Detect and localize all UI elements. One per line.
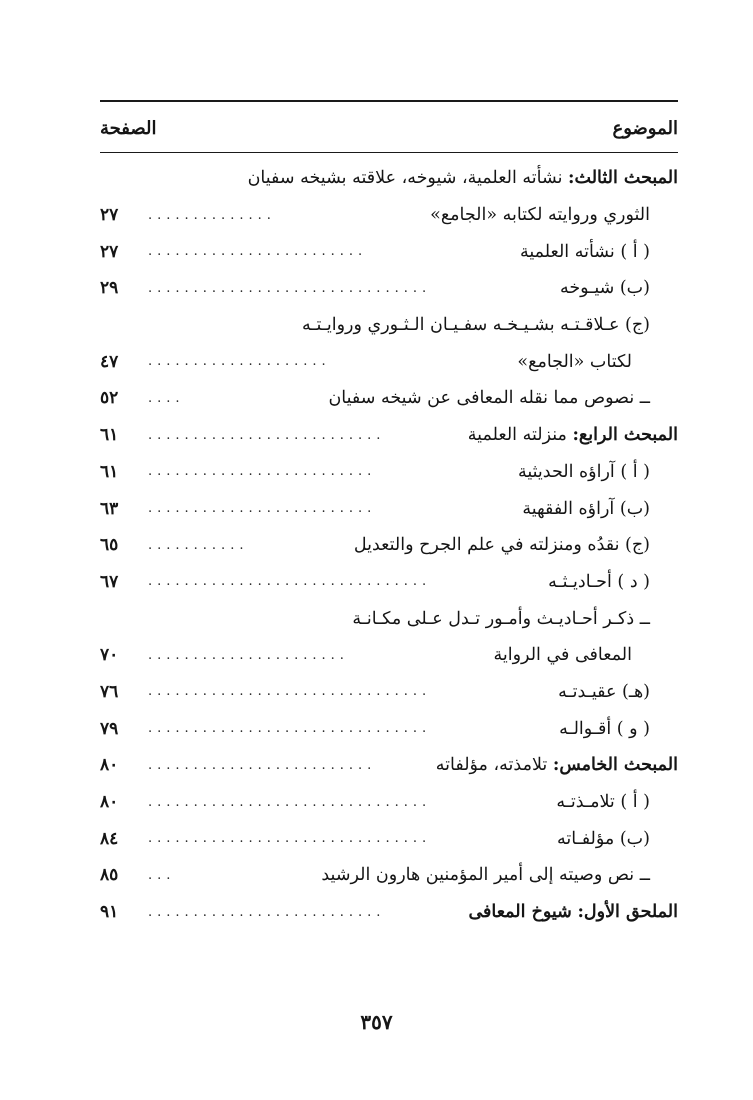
toc-entry [100, 490, 678, 527]
toc-leader-dots: ............................... [148, 831, 432, 847]
toc-entry [100, 233, 678, 270]
toc-leader-dots: .................... [148, 354, 331, 370]
toc-page-number: ٦١ [100, 425, 119, 446]
toc-page-number: ٨٥ [100, 865, 119, 886]
toc-entry-appendix-1 [100, 894, 678, 931]
table-of-contents [100, 160, 678, 930]
toc-page-number: ٨٠ [100, 755, 119, 776]
toc-page-number: ٨٠ [100, 792, 119, 813]
toc-header [100, 108, 678, 148]
toc-entry [100, 784, 678, 821]
toc-page-number: ٧٠ [100, 645, 119, 666]
toc-entry [100, 380, 678, 417]
toc-page-number: ٧٩ [100, 718, 119, 739]
toc-page-number: ٥٢ [100, 388, 119, 409]
toc-entry-text: ( و ) أقـوالـه [559, 718, 650, 739]
page-number-footer: ٣٥٧ [360, 1010, 393, 1034]
toc-entry [100, 820, 678, 857]
toc-entry-text: منزلته العلمية [467, 425, 567, 446]
toc-leader-dots: .......................... [148, 904, 386, 920]
toc-entry [100, 564, 678, 601]
toc-page-number: ٢٧ [100, 205, 119, 226]
toc-leader-dots: ............................... [148, 684, 432, 700]
toc-entry-text: تلامذته، مؤلفاته [435, 755, 548, 776]
toc-entry [100, 454, 678, 491]
toc-entry [100, 307, 678, 344]
toc-entry-text: (ب) مؤلفـاته [556, 828, 650, 849]
toc-entry-mabhath-5 [100, 747, 678, 784]
toc-section-head: الملحق الأول: [577, 902, 678, 923]
toc-leader-dots: ........................ [148, 244, 368, 260]
toc-leader-dots: ........... [148, 537, 249, 553]
toc-entry [100, 270, 678, 307]
toc-entry-text: شيوخ المعافى [468, 902, 572, 923]
toc-entry-mabhath-4 [100, 417, 678, 454]
toc-entry-text: (هـ) عقيـدتـه [558, 681, 650, 702]
toc-entry-text: ( أ ) آراؤه الحديثية [517, 461, 650, 482]
toc-section-head: المبحث الرابع: [572, 425, 678, 446]
toc-page-number: ٦٣ [100, 498, 119, 519]
toc-leader-dots: ...................... [148, 647, 349, 663]
toc-leader-dots: ............................... [148, 280, 432, 296]
header-top-rule [100, 100, 678, 102]
toc-page-number: ٨٤ [100, 828, 119, 849]
toc-entry-text: (ب) آراؤه الفقهية [522, 498, 650, 519]
toc-leader-dots: ......................... [148, 464, 377, 480]
toc-entry-text: ( أ ) نشأته العلمية [519, 241, 650, 262]
toc-leader-dots: .............. [148, 207, 276, 223]
toc-entry [100, 343, 678, 380]
header-page: الصفحة [100, 117, 157, 139]
toc-entry-text: (ج) عـلاقـتـه بشـيـخـه سفـيـان الـثـوري وروايـتـه [301, 315, 650, 336]
toc-entry [100, 527, 678, 564]
toc-entry-text: المعافى في الرواية [493, 645, 632, 666]
toc-entry-mabhath-3 [100, 160, 678, 197]
toc-entry-text: نشأته العلمية، شيوخه، علاقته بشيخه سفيان [247, 168, 563, 189]
toc-page-number: ٧٦ [100, 681, 119, 702]
toc-entry [100, 857, 678, 894]
toc-entry-text: ــ نصوص مما نقله المعافى عن شيخه سفيان [328, 388, 650, 409]
toc-leader-dots: ............................... [148, 721, 432, 737]
toc-page-number: ٦٧ [100, 571, 119, 592]
toc-section-head: المبحث الخامس: [552, 755, 678, 776]
toc-entry [100, 600, 678, 637]
header-topic: الموضوع [612, 117, 678, 139]
toc-page-number: ٦٥ [100, 535, 119, 556]
toc-leader-dots: ... [148, 867, 176, 883]
toc-entry-text: ــ ذكـر أحـاديـث وأمـور تـدل عـلى مكـانـة [352, 608, 650, 629]
toc-entry-text: ( د ) أحـاديـثـه [548, 571, 650, 592]
toc-leader-dots: ......................... [148, 501, 377, 517]
toc-entry-text: ( أ ) تلامـذتـه [556, 792, 650, 813]
toc-entry [100, 710, 678, 747]
toc-leader-dots: ............................... [148, 794, 432, 810]
toc-entry [100, 674, 678, 711]
toc-entry-text: (ب) شيـوخه [559, 278, 650, 299]
toc-leader-dots: .......................... [148, 427, 386, 443]
toc-leader-dots: .... [148, 390, 185, 406]
toc-leader-dots: ............................... [148, 574, 432, 590]
toc-entry-text: ــ نص وصيته إلى أمير المؤمنين هارون الرشيد [321, 865, 650, 886]
toc-page-number: ٢٩ [100, 278, 119, 299]
toc-entry-text: الثوري وروايته لكتابه «الجامع» [430, 205, 650, 226]
toc-page-number: ٤٧ [100, 351, 119, 372]
toc-page-number: ٩١ [100, 902, 119, 923]
toc-entry [100, 637, 678, 674]
toc-page-number: ٦١ [100, 461, 119, 482]
toc-entry [100, 197, 678, 234]
header-bottom-rule [100, 152, 678, 153]
toc-entry-text: (ج) نقدُه ومنزلته في علم الجرح والتعديل [353, 535, 650, 556]
toc-entry-text: لكتاب «الجامع» [517, 351, 632, 372]
toc-page-number: ٢٧ [100, 241, 119, 262]
toc-section-head: المبحث الثالث: [568, 168, 678, 189]
toc-leader-dots: ......................... [148, 757, 377, 773]
